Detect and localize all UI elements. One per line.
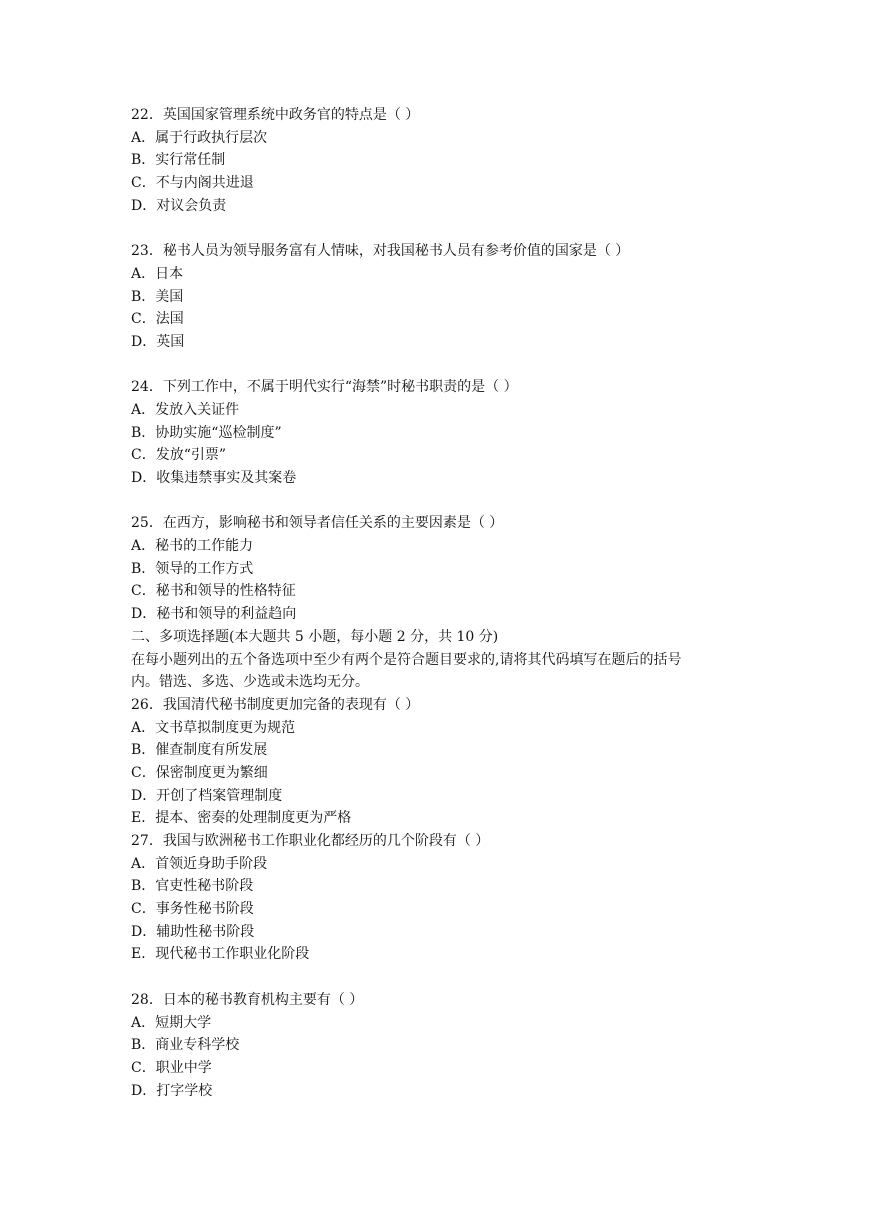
exam-page bbox=[131, 104, 771, 1102]
option-a: A．秘书的工作能力 bbox=[131, 538, 254, 555]
section-heading: 二、多项选择题(本大题共 5 小题，每小题 2 分，共 10 分) bbox=[131, 628, 499, 645]
question-22 bbox=[131, 104, 771, 217]
option-b: B．官吏性秘书阶段 bbox=[131, 878, 254, 895]
question-stem: 23．秘书人员为领导服务富有人情味，对我国秘书人员有参考价值的国家是（ ） bbox=[131, 243, 630, 260]
spacer bbox=[131, 490, 771, 513]
option-b: B．领导的工作方式 bbox=[131, 560, 254, 577]
question-25 bbox=[131, 512, 771, 625]
question-24 bbox=[131, 376, 771, 489]
option-d: D．英国 bbox=[131, 333, 185, 350]
option-a: A．短期大学 bbox=[131, 1014, 212, 1031]
spacer bbox=[131, 966, 771, 989]
question-stem: 27．我国与欧洲秘书工作职业化都经历的几个阶段有（ ） bbox=[131, 833, 490, 849]
option-b: B．催查制度有所发展 bbox=[131, 742, 268, 759]
question-stem: 26．我国清代秘书制度更加完备的表现有（ ） bbox=[131, 696, 420, 713]
option-d: D．秘书和领导的利益趋向 bbox=[131, 606, 297, 623]
option-d: D．开创了档案管理制度 bbox=[131, 787, 283, 804]
spacer bbox=[131, 217, 771, 240]
option-b: B．协助实施“巡检制度” bbox=[131, 424, 282, 441]
option-c: C．法国 bbox=[131, 311, 184, 328]
question-stem: 28．日本的秘书教育机构主要有（ ） bbox=[131, 991, 364, 1008]
option-c: C．发放“引票” bbox=[131, 447, 227, 464]
option-b: B．实行常任制 bbox=[131, 152, 226, 169]
question-26 bbox=[131, 694, 771, 830]
section-2 bbox=[131, 626, 771, 694]
option-a: A．日本 bbox=[131, 265, 184, 282]
option-d: D．辅助性秘书阶段 bbox=[131, 923, 255, 940]
section-instruction: 在每小题列出的五个备选项中至少有两个是符合题目要求的,请将其代码填写在题后的括号 bbox=[131, 651, 682, 668]
option-a: A．文书草拟制度更为规范 bbox=[131, 719, 296, 736]
option-a: A．首领近身助手阶段 bbox=[131, 855, 268, 872]
question-28 bbox=[131, 989, 771, 1102]
option-e: E．现代秘书工作职业化阶段 bbox=[131, 946, 310, 963]
option-d: D．对议会负责 bbox=[131, 197, 227, 214]
option-c: C．秘书和领导的性格特征 bbox=[131, 583, 296, 600]
option-b: B．商业专科学校 bbox=[131, 1037, 240, 1054]
question-stem: 24．下列工作中，不属于明代实行“海禁”时秘书职责的是（ ） bbox=[131, 379, 518, 396]
question-stem: 25．在西方，影响秘书和领导者信任关系的主要因素是（ ） bbox=[131, 515, 504, 532]
option-e: E．提本、密奏的处理制度更为严格 bbox=[131, 810, 352, 827]
section-instruction: 内。错选、多选、少选或未选均无分。 bbox=[131, 674, 369, 691]
option-c: C．职业中学 bbox=[131, 1059, 212, 1076]
option-a: A．属于行政执行层次 bbox=[131, 129, 268, 146]
option-d: D．打字学校 bbox=[131, 1082, 213, 1099]
option-c: C．不与内阁共进退 bbox=[131, 175, 254, 192]
option-c: C．事务性秘书阶段 bbox=[131, 901, 254, 918]
option-c: C．保密制度更为繁细 bbox=[131, 764, 268, 781]
question-stem: 22．英国国家管理系统中政务官的特点是（ ） bbox=[131, 107, 420, 123]
question-23 bbox=[131, 240, 771, 353]
question-27 bbox=[131, 830, 771, 966]
option-b: B．美国 bbox=[131, 288, 184, 305]
option-d: D．收集违禁事实及其案卷 bbox=[131, 470, 297, 486]
spacer bbox=[131, 354, 771, 377]
option-a: A．发放入关证件 bbox=[131, 401, 240, 418]
